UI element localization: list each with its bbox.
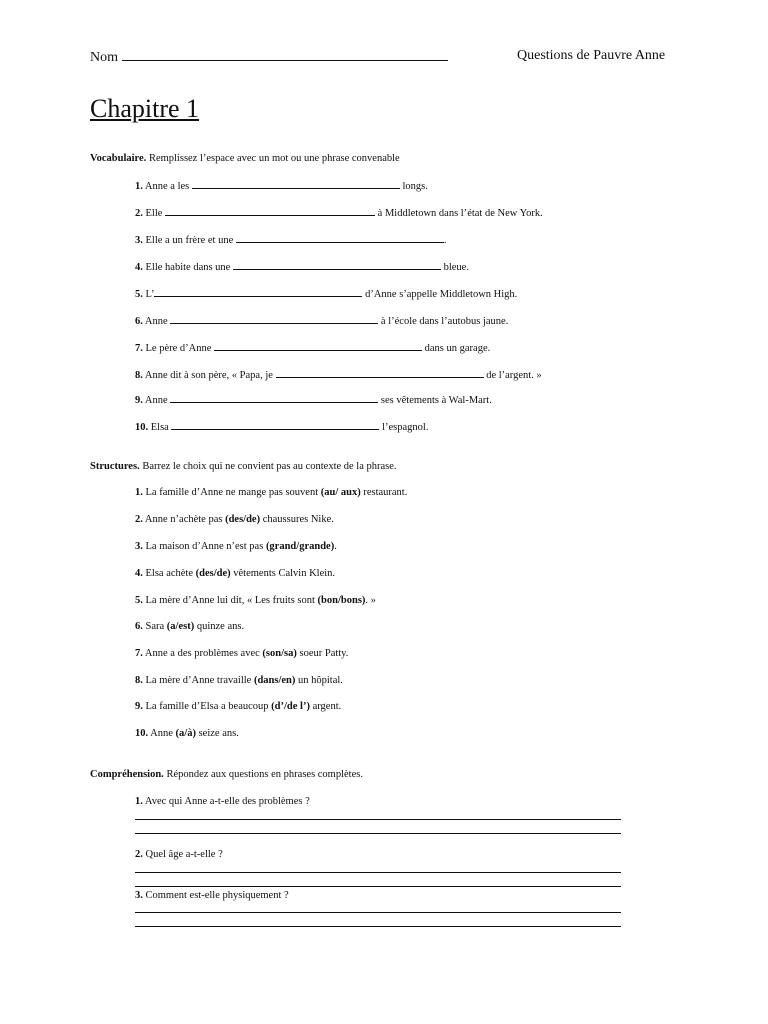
item-text: bleue.: [440, 262, 469, 273]
vocab-item: [135, 233, 447, 246]
item-text: longs.: [399, 181, 428, 192]
item-number: 10.: [135, 422, 149, 433]
fill-blank[interactable]: [170, 314, 378, 324]
item-text: Elsa: [148, 422, 172, 433]
item-text: Elle: [142, 208, 166, 219]
item-text: argent.: [309, 701, 342, 712]
comprehension-question: [135, 796, 310, 807]
item-number: 2.: [135, 849, 143, 860]
vocab-section-heading: [90, 153, 400, 164]
comprehension-section-heading: [90, 769, 363, 780]
vocab-item: [135, 179, 428, 192]
item-number: 3.: [135, 890, 143, 901]
item-number: 9.: [135, 395, 143, 406]
structures-item: [135, 648, 348, 659]
item-text: un hôpital.: [295, 675, 343, 686]
item-number: 7.: [135, 648, 143, 659]
item-number: 1.: [135, 487, 143, 498]
choice-option[interactable]: (son/sa): [262, 648, 297, 659]
item-text: Anne: [142, 395, 171, 406]
item-text: Anne a des problèmes avec: [142, 648, 263, 659]
structures-item: [135, 675, 343, 686]
item-text: La mère d’Anne lui dit, « Les fruits sont: [142, 595, 318, 606]
vocab-item: [135, 314, 508, 327]
item-number: 2.: [135, 514, 143, 525]
comprehension-question: [135, 890, 289, 901]
answer-line[interactable]: [135, 819, 621, 820]
item-text: à Middletown dans l’état de New York.: [375, 208, 543, 219]
item-number: 9.: [135, 701, 143, 712]
comprehension-label: Compréhension.: [90, 769, 164, 780]
choice-option[interactable]: (d’/de l’): [271, 701, 310, 712]
vocab-item: [135, 287, 517, 300]
fill-blank[interactable]: [236, 233, 444, 243]
worksheet-title: Questions de Pauvre Anne: [517, 48, 666, 63]
item-text: soeur Patty.: [296, 648, 349, 659]
vocab-instruction: Remplissez l’espace avec un mot ou une phrase convenable: [146, 153, 400, 164]
answer-line[interactable]: [135, 872, 621, 873]
vocab-item: [135, 341, 490, 354]
name-label: Nom: [90, 50, 118, 65]
item-number: 6.: [135, 621, 143, 632]
item-text: quinze ans.: [194, 621, 245, 632]
item-text: Le père d’Anne: [142, 343, 215, 354]
item-text: de l’argent. »: [483, 370, 542, 381]
item-text: L’: [142, 289, 155, 300]
answer-line[interactable]: [135, 886, 621, 887]
item-number: 1.: [135, 796, 143, 807]
structures-item: [135, 621, 244, 632]
item-text: .: [443, 235, 447, 246]
choice-option[interactable]: (des/de): [225, 514, 261, 525]
item-text: La famille d’Elsa a beaucoup: [142, 701, 272, 712]
item-text: dans un garage.: [422, 343, 491, 354]
item-text: seize ans.: [195, 728, 239, 739]
item-text: Anne: [142, 316, 171, 327]
structures-item: [135, 568, 335, 579]
item-number: 7.: [135, 343, 143, 354]
choice-option[interactable]: (a/à): [175, 728, 196, 739]
structures-item: [135, 728, 239, 739]
fill-blank[interactable]: [171, 420, 379, 430]
item-number: 2.: [135, 208, 143, 219]
structures-item: [135, 595, 376, 606]
chapter-title: Chapitre 1: [90, 94, 200, 123]
question-text: Comment est-elle physiquement ?: [142, 890, 289, 901]
comprehension-instruction: Répondez aux questions en phrases complètes.: [163, 769, 363, 780]
fill-blank[interactable]: [170, 393, 378, 403]
item-text: ses vêtements à Wal-Mart.: [378, 395, 492, 406]
choice-option[interactable]: (au/ aux): [320, 487, 361, 498]
item-text: Anne a les: [142, 181, 192, 192]
item-number: 1.: [135, 181, 143, 192]
item-text: à l’école dans l’autobus jaune.: [378, 316, 509, 327]
comprehension-question: [135, 849, 223, 860]
item-text: Elsa achète: [142, 568, 196, 579]
fill-blank[interactable]: [165, 206, 375, 216]
item-text: La maison d’Anne n’est pas: [142, 541, 266, 552]
structures-item: [135, 487, 407, 498]
fill-blank[interactable]: [192, 179, 400, 189]
item-text: Anne: [148, 728, 176, 739]
answer-line[interactable]: [135, 833, 621, 834]
item-number: 8.: [135, 370, 143, 381]
structures-instruction: Barrez le choix qui ne convient pas au contexte de la phrase.: [139, 461, 397, 472]
item-text: l’espagnol.: [379, 422, 429, 433]
item-text: La mère d’Anne travaille: [142, 675, 254, 686]
answer-line[interactable]: [135, 912, 621, 913]
item-text: chaussures Nike.: [260, 514, 334, 525]
item-number: 4.: [135, 568, 143, 579]
item-text: Elle habite dans une: [142, 262, 233, 273]
fill-blank[interactable]: [214, 341, 422, 351]
fill-blank[interactable]: [276, 368, 484, 378]
structures-item: [135, 514, 334, 525]
choice-option[interactable]: (dans/en): [253, 675, 296, 686]
item-text: Anne dit à son père, « Papa, je: [142, 370, 276, 381]
structures-section-heading: [90, 461, 397, 472]
item-number: 3.: [135, 541, 143, 552]
item-text: .: [334, 541, 337, 552]
answer-line[interactable]: [135, 926, 621, 927]
item-number: 10.: [135, 728, 149, 739]
vocab-item: [135, 393, 492, 406]
choice-option[interactable]: (a/est): [166, 621, 195, 632]
item-text: . »: [365, 595, 376, 606]
question-text: Avec qui Anne a-t-elle des problèmes ?: [142, 796, 310, 807]
choice-option[interactable]: (bon/bons): [317, 595, 366, 606]
vocab-item: [135, 420, 428, 433]
item-text: La famille d’Anne ne mange pas souvent: [142, 487, 321, 498]
item-number: 4.: [135, 262, 143, 273]
choice-option[interactable]: (des/de): [195, 568, 231, 579]
item-text: Anne n’achète pas: [142, 514, 226, 525]
structures-item: [135, 541, 337, 552]
item-number: 5.: [135, 595, 143, 606]
question-text: Quel âge a-t-elle ?: [142, 849, 223, 860]
item-text: d’Anne s’appelle Middletown High.: [362, 289, 518, 300]
item-text: vêtements Calvin Klein.: [230, 568, 336, 579]
structures-item: [135, 701, 341, 712]
choice-option[interactable]: (grand/grande): [265, 541, 335, 552]
item-number: 8.: [135, 675, 143, 686]
fill-blank[interactable]: [154, 287, 362, 297]
item-number: 6.: [135, 316, 143, 327]
item-number: 5.: [135, 289, 143, 300]
item-text: restaurant.: [360, 487, 408, 498]
name-blank[interactable]: [122, 48, 448, 61]
vocab-item: [135, 368, 542, 381]
item-text: Elle a un frère et une: [142, 235, 236, 246]
name-field[interactable]: [90, 48, 448, 66]
structures-label: Structures.: [90, 461, 140, 472]
fill-blank[interactable]: [233, 260, 441, 270]
vocab-label: Vocabulaire.: [90, 153, 147, 164]
item-number: 3.: [135, 235, 143, 246]
vocab-item: [135, 206, 543, 219]
item-text: Sara: [142, 621, 167, 632]
vocab-item: [135, 260, 469, 273]
